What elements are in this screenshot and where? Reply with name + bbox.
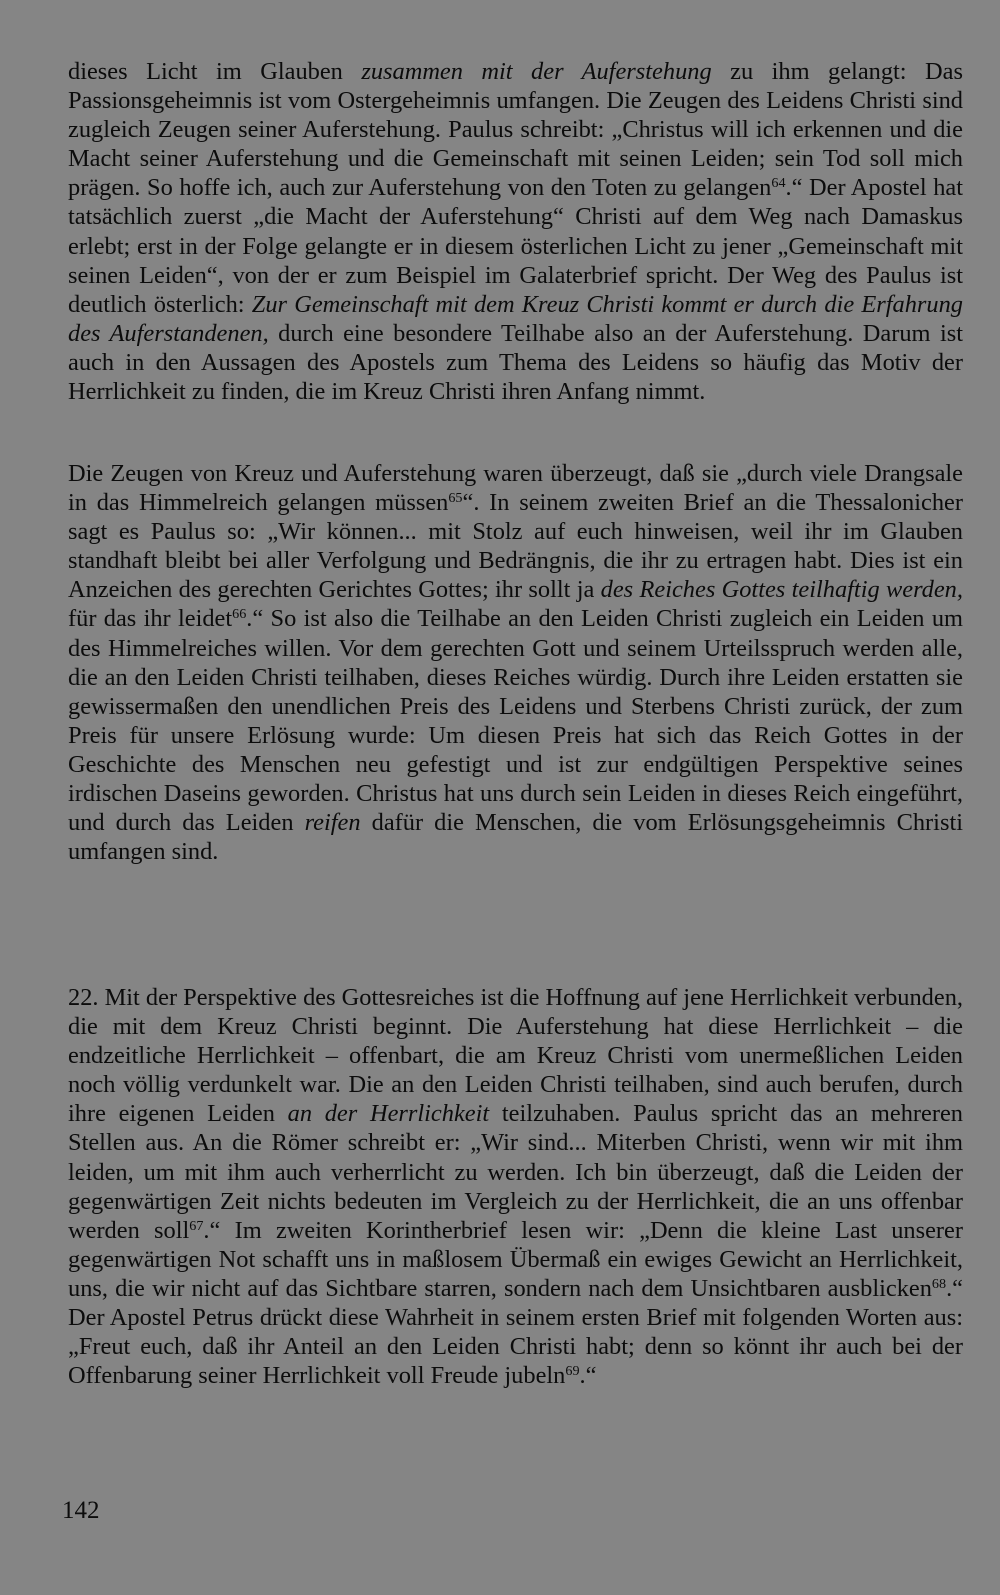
text-run: .“ — [579, 1362, 597, 1390]
footnote-marker: 64 — [771, 175, 786, 192]
footnote-marker: 67 — [189, 1217, 204, 1234]
text-run: .“ So ist also die Teilhabe an den Leiden Christi zugleich ein Leiden um des Himmelreiches willen. Vor dem gerechten Gott und seinem Urteilsspruch werden alle, die an den Leiden Christi teilhaben, dieses Reiches würdig. Durch ihre Leiden erstatten sie gewissermaßen den unendlichen Preis des Leidens und Sterbens Christi zurück, der zum Preis für unsere Erlösung wurde: Um diesen Preis hat sich das Reich Gottes in der Geschichte des Menschen neu gefestigt und ist zur endgültigen Perspektive seines irdischen Daseins geworden. Christus hat uns durch sein Leiden in dieses Reich eingeführt, und durch das Leiden — [68, 605, 963, 837]
text-run: für das ihr leidet — [68, 605, 233, 633]
text-run: Die Zeugen von Kreuz und Auferstehung waren überzeugt, daß sie „durch viele Drangsale in das Himmelreich gelangen müssen — [68, 460, 963, 517]
footnote-marker: 69 — [565, 1363, 580, 1380]
text-run: durch eine besondere Teilhabe also an der Auferstehung. Darum ist auch in den Aussagen des Apostels zum Thema des Leidens so häufig das Motiv der Herrlichkeit zu finden, die im Kreuz Christi ihren Anfang nimmt. — [68, 319, 963, 406]
text-run: dafür die Menschen, die vom Erlösungsgeheimnis Christi umfangen sind. — [68, 809, 963, 866]
text-run: .“ Der Apostel hat tatsächlich zuerst „die Macht der Auferstehung“ Christi auf dem Weg nach Damaskus erlebt; erst in der Folge gelangte er in diesem österlichen Licht zu jener „Gemeinschaft mit seinen Leiden“, von der er zum Beispiel im Galaterbrief spricht. Der Weg des Paulus ist deutlich österlich: — [68, 174, 963, 318]
emphasis-text: reifen — [304, 809, 361, 837]
emphasis-text: Zur Gemeinschaft mit dem Kreuz Christi kommt er durch die Erfahrung des Auferstandenen, — [68, 290, 963, 347]
text-run: “. In seinem zweiten Brief an die Thessalonicher sagt es Paulus so: „Wir können... mit Stolz auf euch hinweisen, weil ihr im Glauben standhaft bleibt bei aller Verfolgung und Bedrängnis, die ihr zu ertragen habt. Dies ist ein Anzeichen des gerechten Gerichtes Gottes; ihr sollt ja — [68, 489, 964, 604]
text-run: teilzuhaben. Paulus spricht das an mehreren Stellen aus. An die Römer schreibt er: „Wir sind... Miterben Christi, wenn wir mit ihm leiden, um mit ihm auch verherrlicht zu werden. Ich bin überzeugt, daß die Leiden der gegenwärtigen Zeit nichts bedeuten im Vergleich zu der Herrlichkeit, die an uns offenbar werden soll — [68, 1100, 963, 1244]
paragraph-1 — [68, 57, 963, 406]
text-run: 22. Mit der Perspektive des Gottesreiches ist die Hoffnung auf jene Herrlichkeit verbunden, die mit dem Kreuz Christi beginnt. Die Auferstehung hat diese Herrlichkeit – die endzeitliche Herrlichkeit – offenbart, die am Kreuz Christi vom unermeßlichen Leiden noch völlig verdunkelt war. Die an den Leiden Christi teilhaben, sind auch berufen, durch ihre eigenen Leiden — [68, 984, 963, 1128]
text-run: zu ihm gelangt: Das Passionsgeheimnis ist vom Ostergeheimnis umfangen. Die Zeugen des Leidens Christi sind zugleich Zeugen seiner Auferstehung. Paulus schreibt: „Christus will ich erkennen und die Macht seiner Auferstehung und die Gemeinschaft mit seinen Leiden; sein Tod soll mich prägen. So hoffe ich, auch zur Auferstehung von den Toten zu gelangen — [68, 58, 963, 202]
text-run: dieses Licht im Glauben — [68, 58, 362, 85]
paragraph-3 — [68, 983, 963, 1390]
emphasis-text: zusammen mit der Auferstehung — [361, 58, 712, 85]
page-number: 142 — [62, 1497, 100, 1524]
text-run: .“ Der Apostel Petrus drückt diese Wahrheit in seinem ersten Brief mit folgenden Worten aus: „Freut euch, daß ihr Anteil an den Leiden Christi habt; denn so könnt ihr auch bei der Offenbarung seiner Herrlichkeit voll Freude jubeln — [68, 1274, 963, 1390]
footnote-marker: 68 — [931, 1276, 947, 1293]
emphasis-text: des Reiches Gottes teilhaftig werden, — [600, 576, 963, 604]
text-run: .“ Im zweiten Korintherbrief lesen wir: „Denn die kleine Last unserer gegenwärtigen Not schafft uns in maßlosem Übermaß ein ewiges Gewicht an Herrlichkeit, uns, die wir nicht auf das Sichtbare starren, sondern nach dem Unsichtbaren ausblicken — [68, 1216, 963, 1302]
footnote-marker: 66 — [232, 606, 247, 623]
footnote-marker: 65 — [448, 490, 463, 507]
emphasis-text: an der Herrlichkeit — [287, 1100, 490, 1128]
paragraph-2 — [68, 459, 963, 866]
